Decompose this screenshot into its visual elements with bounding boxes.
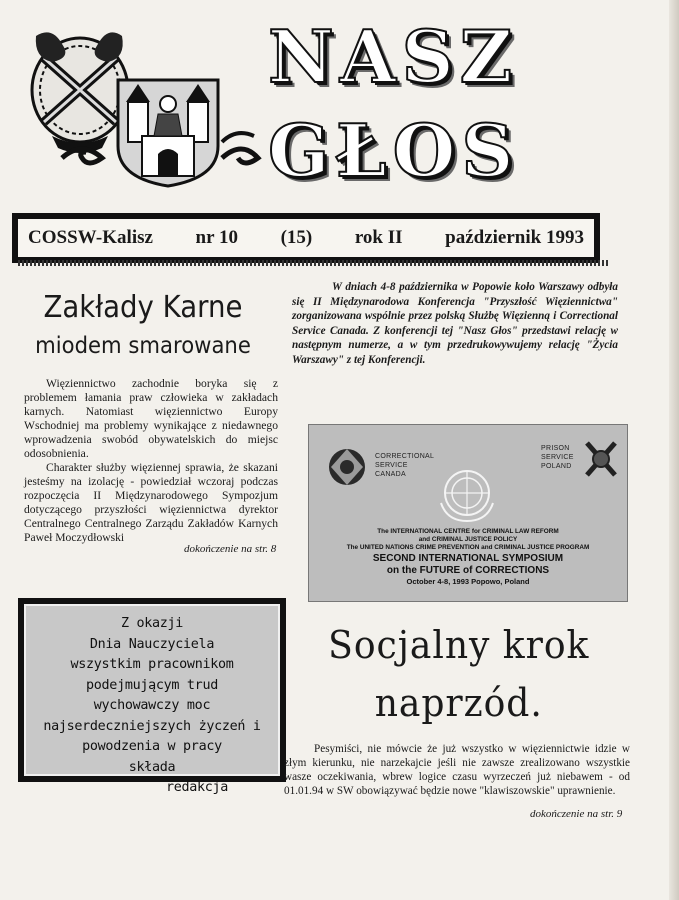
greeting-line: wychowawczy moc — [93, 698, 211, 713]
greeting-line: redakcja — [165, 780, 229, 795]
photo-line: The UNITED NATIONS CRIME PREVENTION and CRIMINAL JUSTICE PROGRAM — [346, 544, 590, 551]
masthead-nasz: NASZ — [268, 14, 519, 99]
issue-number: nr 10 — [195, 227, 238, 248]
article2-title-line: naprzód. — [374, 681, 543, 725]
photo-line: October 4-8, 1993 Popowo, Poland — [406, 577, 530, 586]
article2-title — [302, 620, 616, 728]
article1-paragraph: Charakter służby więziennej sprawia, że skazani jesteśmy na izolację - powiedział wczoraj podczas rozpoczęcia II Międzynarodowego Sympozjum dotyczącego przyszłości więziennictwa dyrektor Centralnego Centralnego Zarządu Zakładów Karnych Paweł Moczydłowski — [24, 461, 278, 544]
issue-count: (15) — [280, 227, 313, 248]
photo-line: on the FUTURE of CORRECTIONS — [386, 565, 550, 576]
united-nations-emblem-icon — [435, 463, 499, 523]
greeting-box-inner — [24, 604, 280, 795]
article1-continued: dokończenie na str. 8 — [184, 543, 277, 555]
greeting-line: wszystkim pracownikom — [70, 657, 234, 672]
coat-of-arms-logo — [22, 18, 262, 188]
greeting-box — [18, 598, 286, 795]
photo-left-label: SERVICE — [375, 462, 408, 469]
greeting-line: najserdeczniejszych życzeń i — [43, 718, 261, 734]
article2-title-line: Socjalny krok — [328, 623, 590, 667]
article1-subtitle: miodem smarowane — [35, 333, 251, 359]
photo-right-label: PRISON — [541, 445, 570, 452]
issue-bar — [12, 213, 600, 263]
article1-paragraph: Więziennictwo zachodnie boryka się z problemem łamania praw człowieka w zakładach karnych. Natomiast więziennictwo Europy Wschodniej ma problemy wynikające z niedawnego wprowadzenia swobód obywatelskich do miejsc odosobnienia. — [24, 377, 278, 460]
photo-right-label: SERVICE — [541, 454, 574, 461]
photo-right-label: POLAND — [541, 463, 572, 470]
photo-left-label: CORRECTIONAL — [375, 453, 435, 460]
greeting-line: podejmującym trud — [86, 677, 218, 693]
greeting-line: Dnia Nauczyciela — [89, 636, 215, 652]
conference-banner-photo — [308, 424, 628, 602]
article1-body — [24, 377, 278, 545]
issue-bar-shadow — [18, 260, 608, 266]
greeting-line: Z okazji — [120, 616, 184, 631]
issue-org: COSSW-Kalisz — [28, 227, 153, 248]
issue-date: październik 1993 — [445, 227, 584, 248]
greeting-line: powodzenia w pracy — [82, 739, 222, 754]
conference-intro: W dniach 4-8 października w Popowie koło Warszawy odbyła się II Międzynarodowa Konferencja "Przyszłość Więziennictwa" zorganizowana wspólnie przez polską Służbę Więzienną i Correctional Service Canada. Z konferencji tej "Nasz Głos" przedstawi relację w następnym numerze, a w tym przedrukowywujemy relację "Życia Warszawy" z tej Konferencji. — [292, 281, 618, 366]
photo-line: and CRIMINAL JUSTICE POLICY — [418, 536, 518, 543]
issue-bar-inner — [16, 217, 596, 259]
article2-body — [284, 742, 630, 798]
issue-year: rok II — [354, 227, 403, 248]
greeting-line: składa — [128, 759, 176, 775]
article2-paragraph: Pesymiści, nie mówcie że już wszystko w więziennictwie idzie w złym kierunku, nie narzekajcie jeśli nie zawsze zrealizowano wszystkie wasze oczekiwania, wbrew logice czasu wyrzeczeń już niebawem - od 01.01.94 w SW obowiązywać będzie nowe "klawiszowskie" uprawnienie. — [284, 743, 630, 797]
photo-line: The INTERNATIONAL CENTRE for CRIMINAL LAW REFORM — [377, 528, 559, 535]
masthead-glos: GŁOS — [268, 108, 520, 193]
photo-left-label: CANADA — [375, 471, 406, 478]
article2-continued: dokończenie na str. 9 — [530, 808, 623, 820]
page-edge — [669, 0, 679, 900]
prison-service-poland-emblem-icon — [581, 437, 621, 481]
article1-title: Zakłady Karne — [43, 290, 243, 325]
correctional-service-canada-emblem-icon — [323, 443, 371, 491]
photo-line: SECOND INTERNATIONAL SYMPOSIUM — [372, 553, 564, 564]
